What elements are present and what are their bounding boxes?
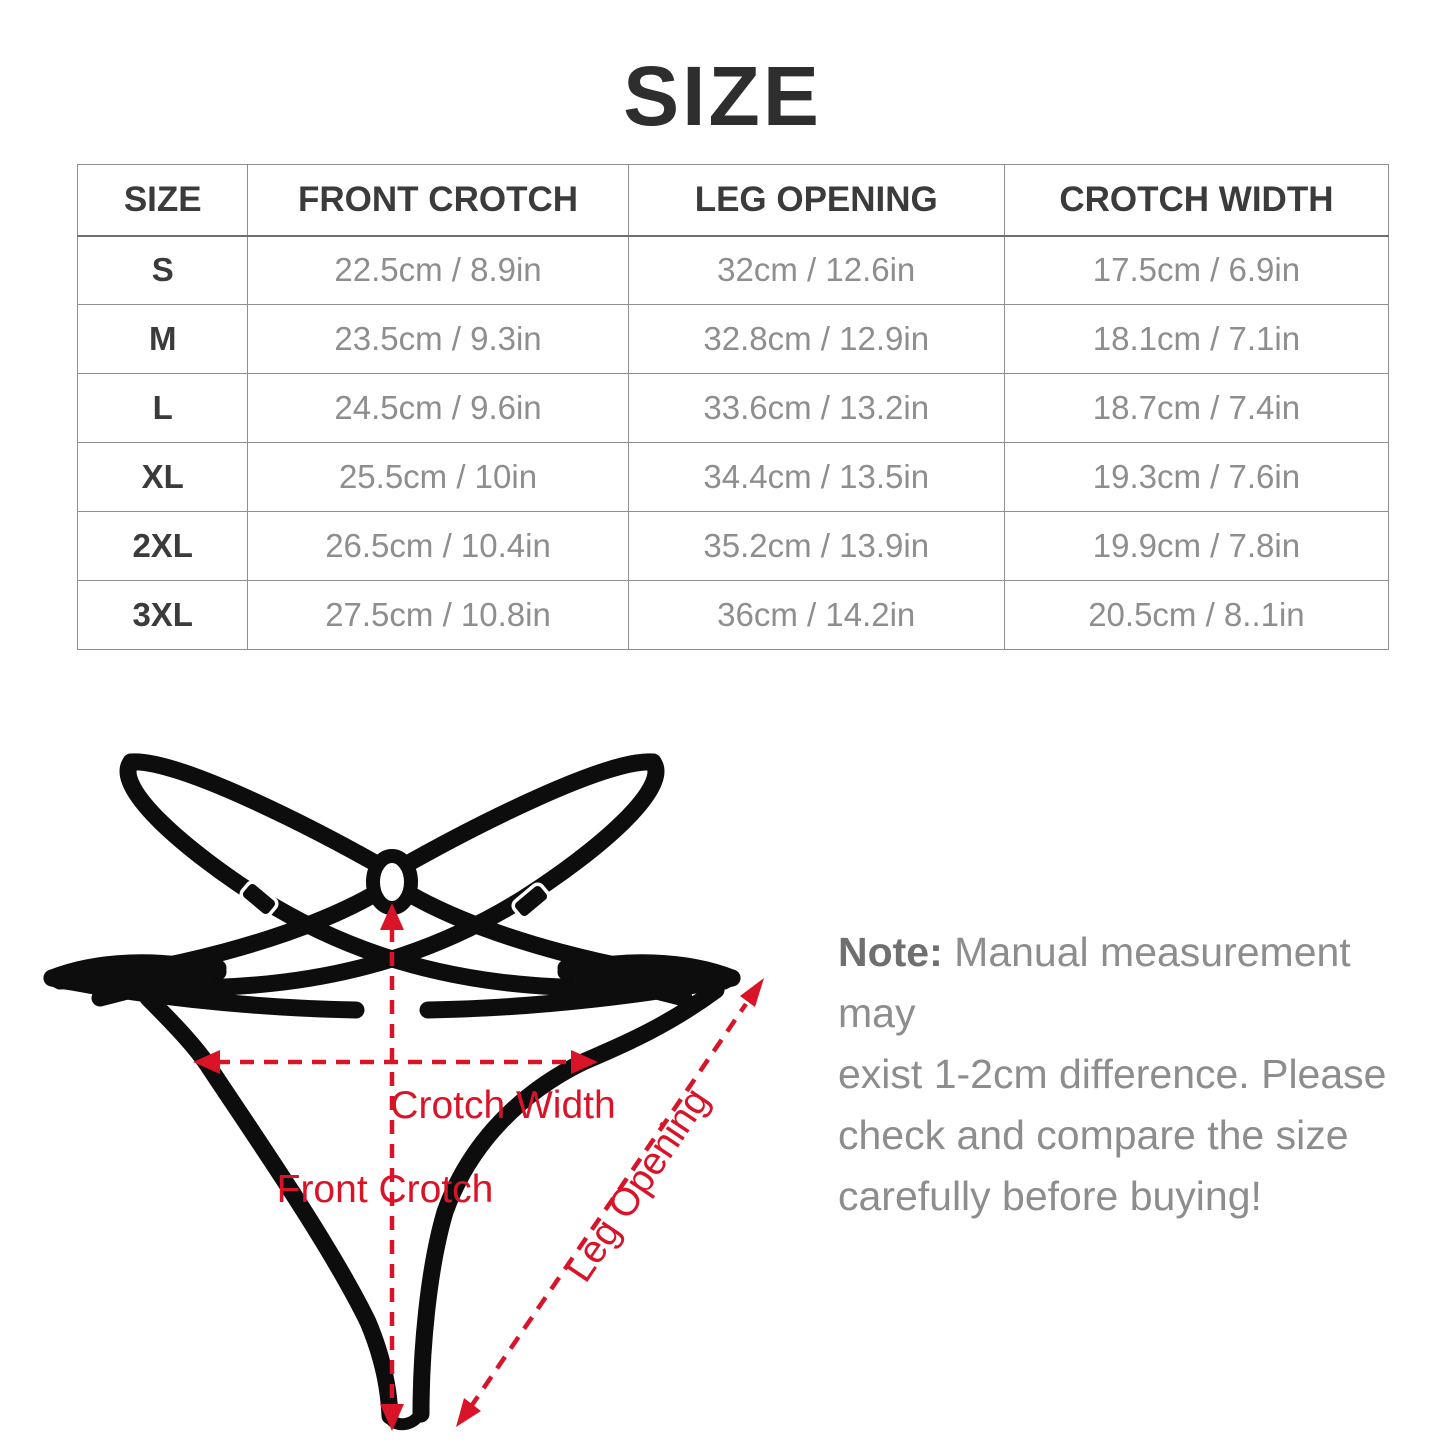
front-crotch-cell: 27.5cm / 10.8in: [248, 581, 628, 650]
column-header-size: SIZE: [78, 165, 248, 236]
table-row: [78, 305, 1389, 374]
table-row: [78, 512, 1389, 581]
note-label: Note:: [838, 929, 943, 975]
size-cell: S: [78, 236, 248, 305]
arrowhead-diagonal-bottom: [456, 1398, 481, 1427]
front-crotch-cell: 24.5cm / 9.6in: [248, 374, 628, 443]
crotch-width-cell: 20.5cm / 8..1in: [1004, 581, 1388, 650]
table-row: [78, 443, 1389, 512]
note-text: [838, 922, 1403, 1227]
note-line-4: carefully before buying!: [838, 1173, 1262, 1219]
size-table-header-row: [78, 165, 1389, 236]
front-crotch-cell: 26.5cm / 10.4in: [248, 512, 628, 581]
size-cell: XL: [78, 443, 248, 512]
leg-opening-cell: 36cm / 14.2in: [628, 581, 1004, 650]
size-table: [77, 164, 1389, 650]
size-cell: L: [78, 374, 248, 443]
column-header-leg-opening: LEG OPENING: [628, 165, 1004, 236]
crotch-width-cell: 19.3cm / 7.6in: [1004, 443, 1388, 512]
table-row: [78, 374, 1389, 443]
arrowhead-diagonal-top: [740, 978, 764, 1007]
leg-opening-cell: 35.2cm / 13.9in: [628, 512, 1004, 581]
page-title: SIZE: [623, 49, 822, 143]
right-wing-strap: [400, 762, 653, 868]
crotch-width-cell: 18.7cm / 7.4in: [1004, 374, 1388, 443]
leg-opening-label: Leg Opening: [557, 1080, 718, 1290]
column-header-crotch-width: CROTCH WIDTH: [1004, 165, 1388, 236]
front-crotch-label: Front Crotch: [276, 1168, 494, 1211]
crotch-width-cell: 19.9cm / 7.8in: [1004, 512, 1388, 581]
center-ring-icon: [373, 856, 411, 908]
front-crotch-cell: 22.5cm / 8.9in: [248, 236, 628, 305]
size-cell: M: [78, 305, 248, 374]
leg-opening-cell: 33.6cm / 13.2in: [628, 374, 1004, 443]
crotch-width-cell: 18.1cm / 7.1in: [1004, 305, 1388, 374]
right-strap-slider-icon: [511, 882, 551, 920]
left-strap-slider-icon: [239, 880, 279, 918]
note-line-1: Manual measurement may: [838, 929, 1351, 1036]
note-line-3: check and compare the size: [838, 1112, 1349, 1158]
leg-opening-cell: 32cm / 12.6in: [628, 236, 1004, 305]
crotch-width-label: Crotch Width: [390, 1084, 616, 1127]
size-cell: 3XL: [78, 581, 248, 650]
note-line-2: exist 1-2cm difference. Please: [838, 1051, 1387, 1097]
front-crotch-cell: 23.5cm / 9.3in: [248, 305, 628, 374]
table-row: [78, 581, 1389, 650]
crotch-width-cell: 17.5cm / 6.9in: [1004, 236, 1388, 305]
front-crotch-cell: 25.5cm / 10in: [248, 443, 628, 512]
size-cell: 2XL: [78, 512, 248, 581]
leg-opening-cell: 32.8cm / 12.9in: [628, 305, 1004, 374]
left-wing-strap: [131, 762, 384, 868]
garment-measurement-diagram: [0, 700, 860, 1445]
column-header-front-crotch: FRONT CROTCH: [248, 165, 628, 236]
table-row: [78, 236, 1389, 305]
leg-opening-cell: 34.4cm / 13.5in: [628, 443, 1004, 512]
